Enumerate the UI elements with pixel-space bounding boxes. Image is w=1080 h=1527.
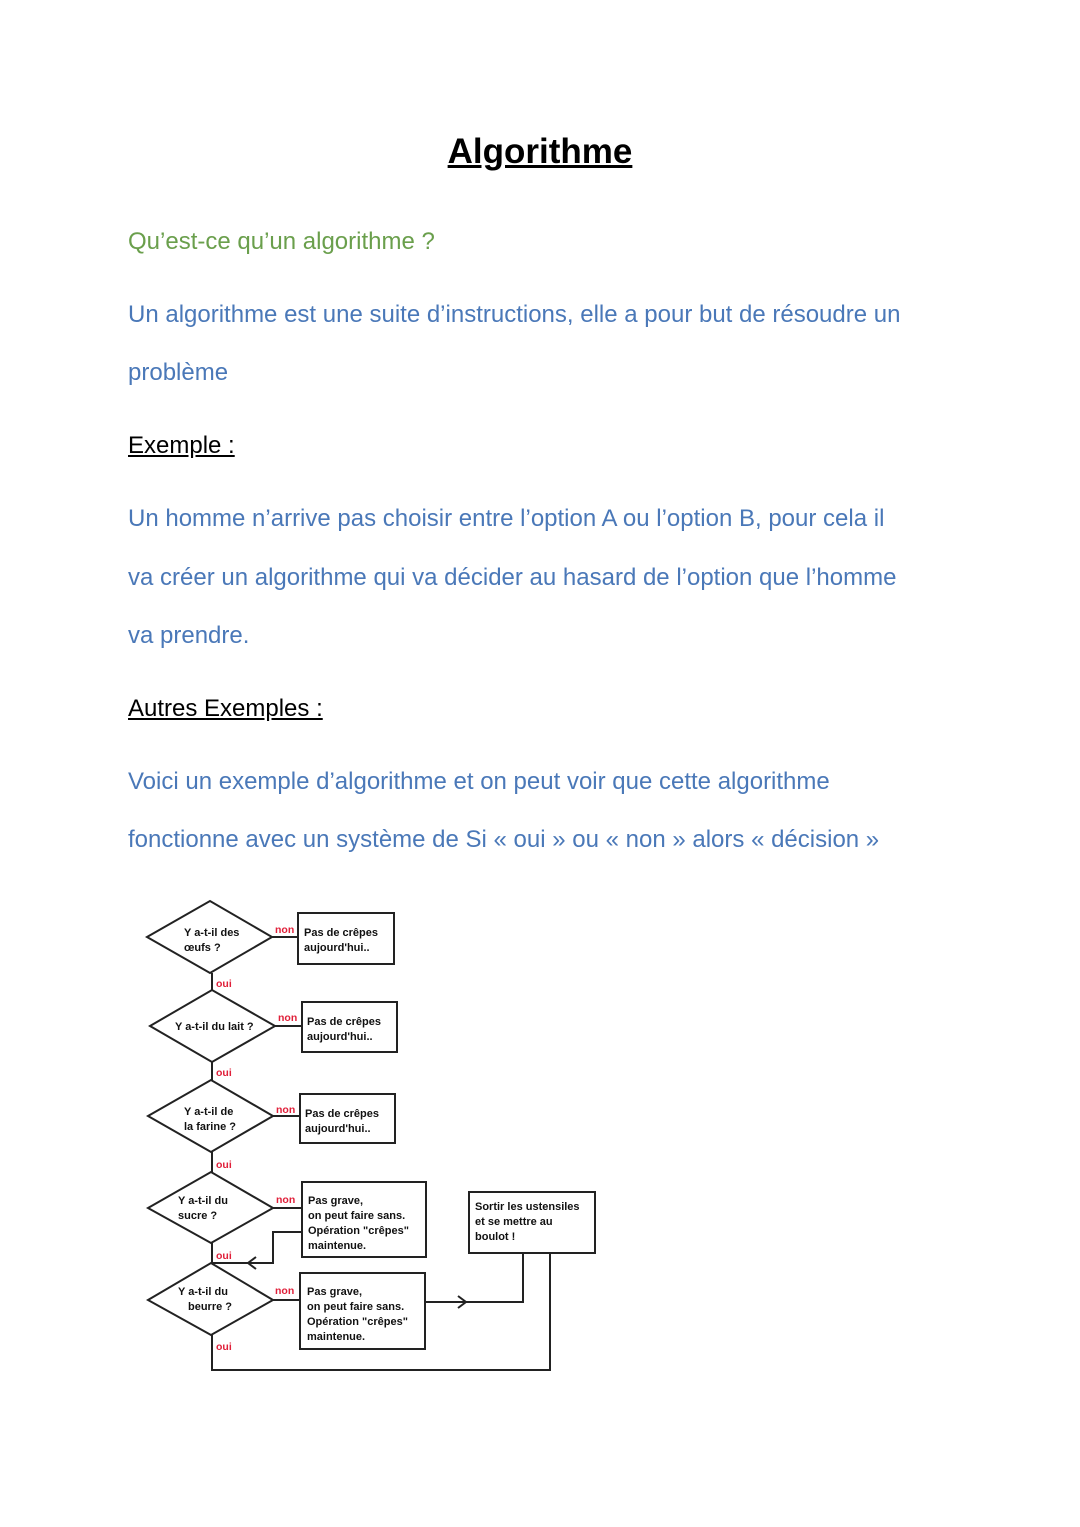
- other-examples-heading: Autres Exemples :: [128, 695, 323, 722]
- example-line-2: va créer un algorithme qui va décider au hasard de l’option que l’homme: [128, 564, 897, 591]
- example-line-1: Un homme n’arrive pas choisir entre l’option A ou l’option B, pour cela il: [128, 505, 885, 532]
- decision-butter: [148, 1263, 273, 1335]
- label-oui-2: oui: [216, 1067, 232, 1079]
- outcome-3-line-2: aujourd'hui..: [305, 1123, 371, 1135]
- connector-butter-to-final: [425, 1253, 523, 1308]
- page-title: Algorithme: [447, 132, 633, 171]
- example-line-3: va prendre.: [128, 622, 250, 649]
- outcome-5-line-4: maintenue.: [307, 1331, 366, 1343]
- outcome-3-line-1: Pas de crêpes: [305, 1108, 379, 1120]
- final-line-1: Sortir les ustensiles: [475, 1201, 580, 1213]
- label-oui-5: oui: [216, 1341, 232, 1353]
- decision-sugar: [148, 1172, 273, 1243]
- outcome-4-line-1: Pas grave,: [308, 1195, 364, 1207]
- label-non-5: non: [275, 1285, 295, 1297]
- outcome-1-line-2: aujourd'hui..: [304, 942, 370, 954]
- label-non-3: non: [276, 1104, 296, 1116]
- example-heading: Exemple :: [128, 432, 235, 459]
- question-4-line-2: sucre ?: [178, 1210, 218, 1222]
- final-line-2: et se mettre au: [475, 1216, 553, 1228]
- question-2-line-1: Y a-t-il du lait ?: [175, 1021, 254, 1033]
- outcome-2-line-1: Pas de crêpes: [307, 1016, 381, 1028]
- label-non-2: non: [278, 1012, 298, 1024]
- label-non-4: non: [276, 1194, 296, 1206]
- other-line-2: fonctionne avec un système de Si « oui » ou « non » alors « décision »: [128, 826, 880, 853]
- outcome-4-line-3: Opération "crêpes": [308, 1225, 409, 1237]
- question-5-line-2: beurre ?: [188, 1301, 233, 1313]
- outcome-5-line-2: on peut faire sans.: [307, 1301, 405, 1313]
- label-non-1: non: [275, 924, 295, 936]
- question-1-line-1: Y a-t-il des: [184, 927, 240, 939]
- outcome-1-line-1: Pas de crêpes: [304, 927, 378, 939]
- question-3-line-1: Y a-t-il de: [184, 1106, 234, 1118]
- outcome-5-line-3: Opération "crêpes": [307, 1316, 408, 1328]
- outcome-4-line-4: maintenue.: [308, 1240, 367, 1252]
- question-1-line-2: œufs ?: [184, 942, 221, 954]
- definition-line-1: Un algorithme est une suite d’instructions, elle a pour but de résoudre un: [128, 301, 901, 328]
- question-4-line-1: Y a-t-il du: [178, 1195, 228, 1207]
- outcome-4-line-2: on peut faire sans.: [308, 1210, 406, 1222]
- label-oui-1: oui: [216, 978, 232, 990]
- other-line-1: Voici un exemple d’algorithme et on peut voir que cette algorithme: [128, 768, 830, 795]
- final-line-3: boulot !: [475, 1231, 516, 1243]
- question-5-line-1: Y a-t-il du: [178, 1286, 228, 1298]
- definition-line-2: problème: [128, 359, 229, 386]
- label-oui-3: oui: [216, 1159, 232, 1171]
- outcome-2-line-2: aujourd'hui..: [307, 1031, 373, 1043]
- label-oui-4: oui: [216, 1250, 232, 1262]
- question-heading: Qu’est-ce qu’un algorithme ?: [128, 228, 435, 255]
- outcome-5-line-1: Pas grave,: [307, 1286, 363, 1298]
- question-3-line-2: la farine ?: [184, 1121, 236, 1133]
